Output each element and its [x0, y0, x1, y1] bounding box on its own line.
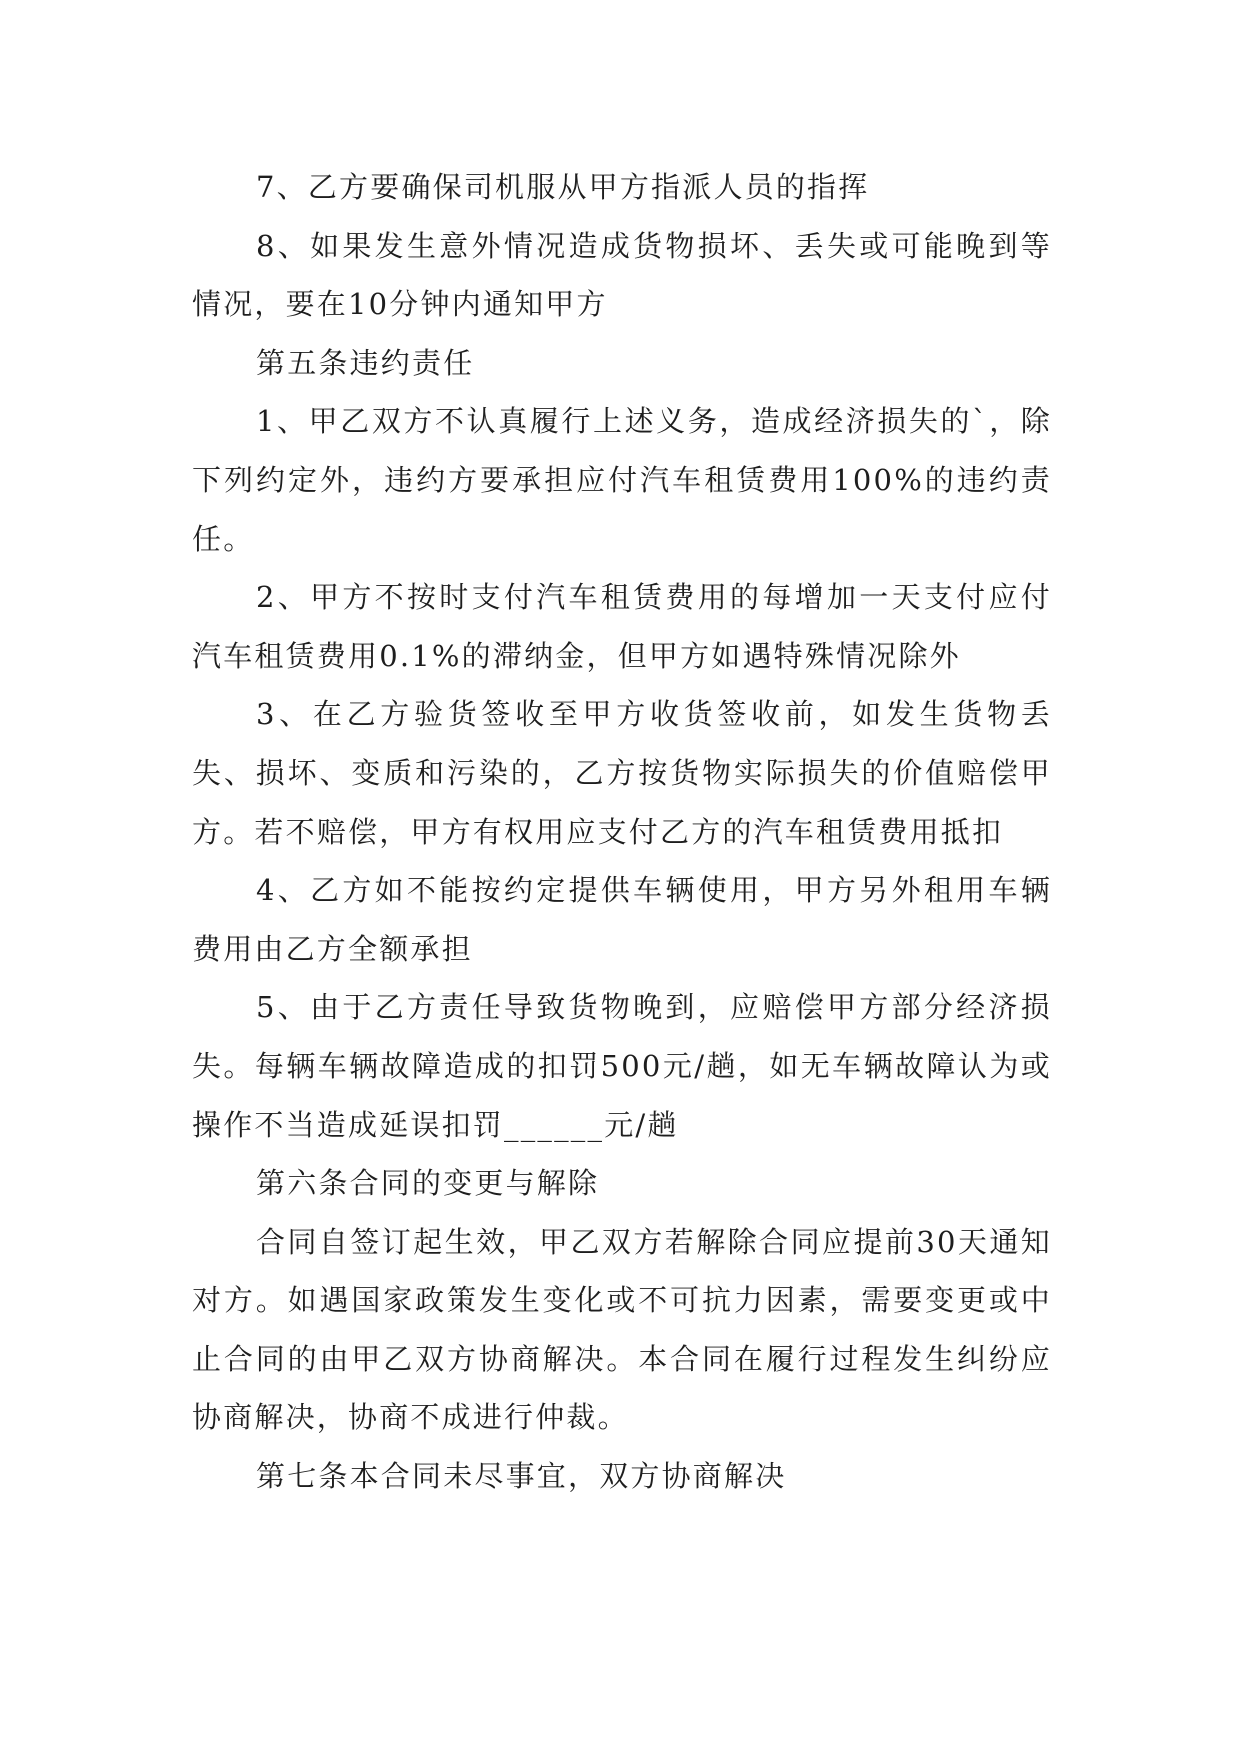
- section-heading-5: 第五条违约责任: [256, 345, 475, 380]
- clause-6-body: 合同自签订起生效，甲乙双方若解除合同应提前30天通知对方。如遇国家政策发生变化或不可抗力因素，需要变更或中止合同的由甲乙双方协商解决。本合同在履行过程发生纠纷应协商解决，协商不成进行仲裁。: [192, 1224, 1052, 1435]
- clause-4-item-8: 8、如果发生意外情况造成货物损坏、丢失或可能晚到等情况，要在10分钟内通知甲方: [192, 228, 1052, 322]
- section-heading-6: 第六条合同的变更与解除: [256, 1166, 600, 1201]
- clause-5-item-5: 5、由于乙方责任导致货物晚到，应赔偿甲方部分经济损失。每辆车辆故障造成的扣罚500元/趟，如无车辆故障认为或操作不当造成延误扣罚______元/趟: [192, 990, 1052, 1142]
- clause-4-item-7: 7、乙方要确保司机服从甲方指派人员的指挥: [256, 170, 870, 204]
- section-heading-7: 第七条本合同未尽事宜，双方协商解决: [256, 1459, 787, 1494]
- document-body: [192, 158, 1052, 1506]
- clause-5-item-4: 4、乙方如不能按约定提供车辆使用，甲方另外租用车辆费用由乙方全额承担: [192, 873, 1052, 966]
- clause-5-item-2: 2、甲方不按时支付汽车租赁费用的每增加一天支付应付汽车租赁费用0.1%的滞纳金，但甲方如遇特殊情况除外: [192, 580, 1052, 673]
- clause-5-item-3: 3、在乙方验货签收至甲方收货签收前，如发生货物丢失、损坏、变质和污染的，乙方按货物实际损失的价值赔偿甲方。若不赔偿，甲方有权用应支付乙方的汽车租赁费用抵扣: [192, 697, 1052, 849]
- clause-5-item-1: 1、甲乙双方不认真履行上述义务，造成经济损失的`，除下列约定外，违约方要承担应付汽车租赁费用100%的违约责任。: [192, 404, 1052, 556]
